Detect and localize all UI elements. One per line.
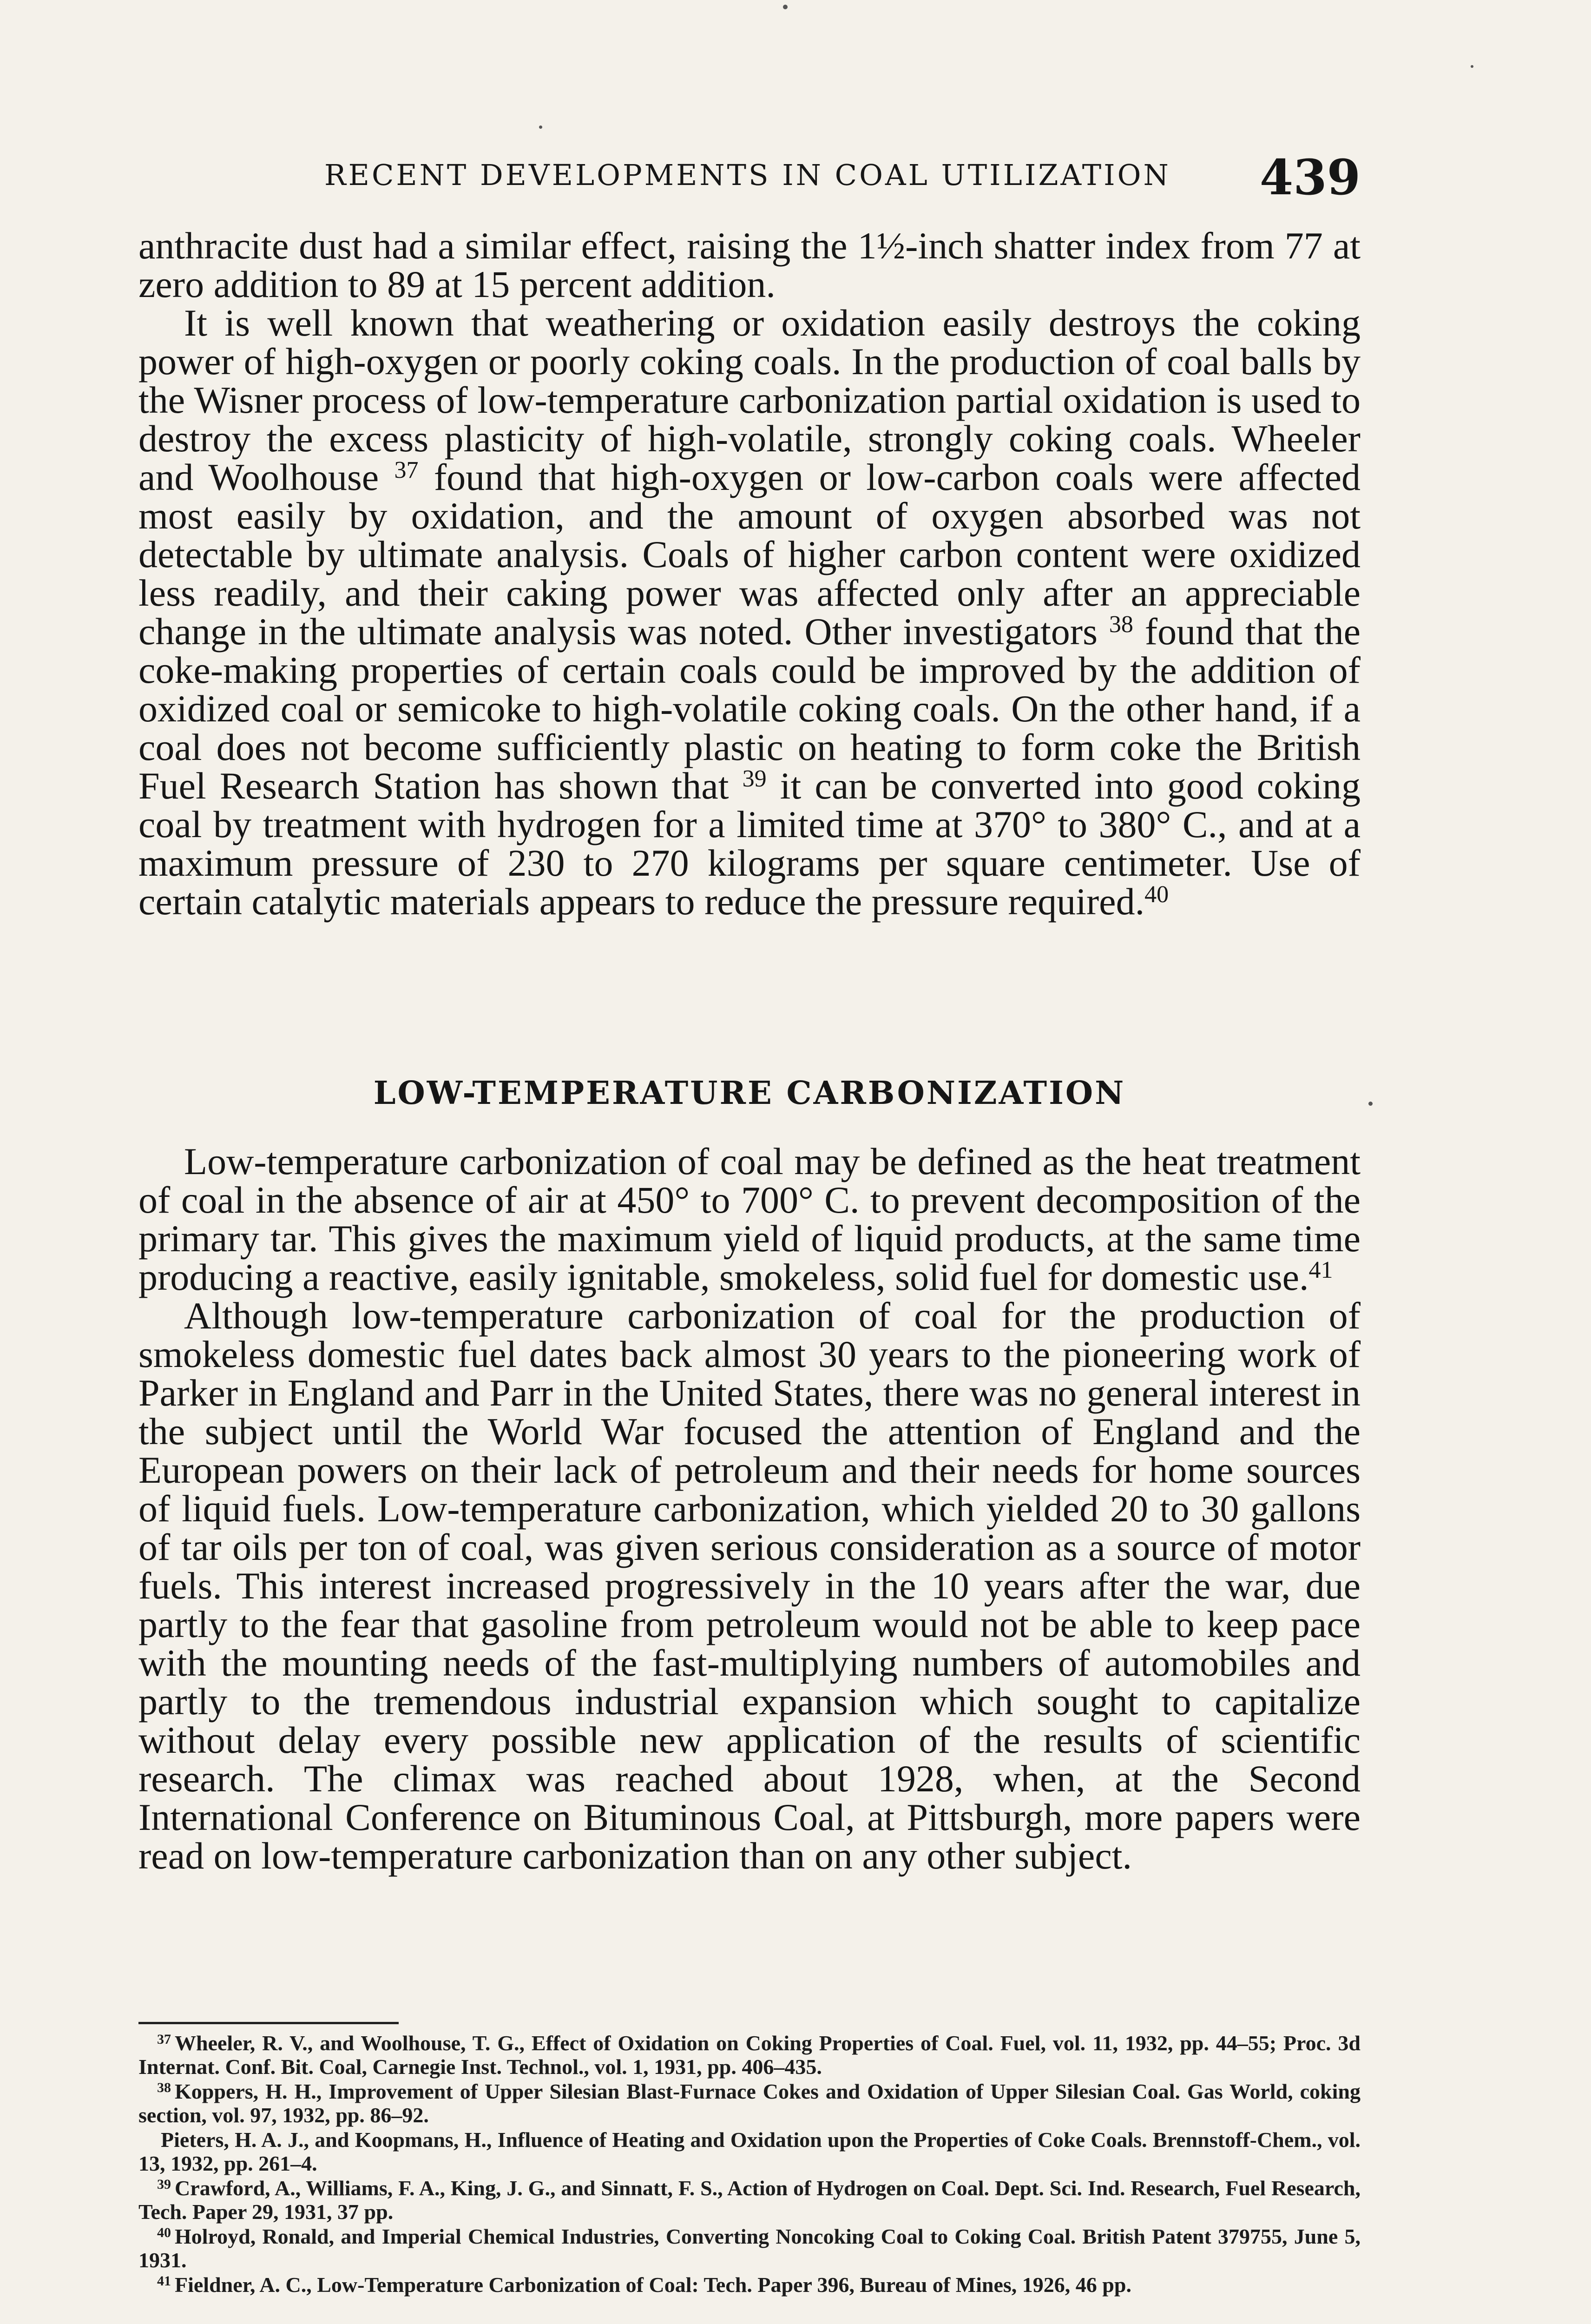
paragraph-text: Low-temperature carbonization of coal may be defined as the heat treatment of coal in the absence of air at 450° to 700° C. to prevent decomposition of the primary tar. This gives the maximum yield of liquid products, at the same time producing a reactive, easily ignitable, smokeless, solid fuel for domestic use. <box>138 1140 1361 1298</box>
footnote-text: Wheeler, R. V., and Woolhouse, T. G., Effect of Oxidation on Coking Properties of Coal. Fuel, vol. 11, 1932, pp. 44–55; Proc. 3d Internat. Conf. Bit. Coal, Carnegie Inst. Technol., vol. 1, 1931, pp. 406–435. <box>138 2031 1361 2079</box>
footnote-number: 41 <box>157 2273 171 2289</box>
footnote <box>138 2031 1361 2079</box>
footnote-text: Koppers, H. H., Improvement of Upper Silesian Blast-Furnace Cokes and Oxidation of Upper Silesian Coal. Gas World, coking section, vol. 97, 1932, pp. 86–92. <box>138 2080 1361 2127</box>
footnote-text: Crawford, A., Williams, F. A., King, J. G., and Sinnatt, F. S., Action of Hydrogen on Coal. Dept. Sci. Ind. Research, Fuel Research, Tech. Paper 29, 1931, 37 pp. <box>138 2176 1361 2224</box>
footnote-ref-41: 41 <box>1308 1257 1333 1283</box>
paragraph-text: It is well known that weathering or oxidation easily destroys the coking power of high-oxygen or poorly coking coals. In the production of coal balls by the Wisner process of low-temperature carbonization partial oxidation is used to destroy the excess plasticity of high-volatile, strongly coking coals. Wheeler and Woolhouse <box>138 302 1361 498</box>
running-title: RECENT DEVELOPMENTS IN COAL UTILIZATION <box>324 158 1171 192</box>
running-head <box>138 149 1361 205</box>
footnote-rule <box>138 2022 399 2024</box>
footnote <box>138 2128 1361 2175</box>
footnote-ref-39: 39 <box>742 766 767 792</box>
footnote-text: Fieldner, A. C., Low-Temperature Carbonization of Coal: Tech. Paper 396, Bureau of Mines, 1926, 46 pp. <box>175 2273 1131 2297</box>
body-text-top <box>138 226 1361 921</box>
paragraph-text: found that the coke-making properties of certain coals could be improved by the addition of oxidized coal or semicoke to high-volatile coking coals. On the other hand, if a coal does not become sufficiently plastic on heating to form coke the British Fuel Research Station has shown that <box>138 610 1361 807</box>
footnote <box>138 2225 1361 2272</box>
footnote-text: Holroyd, Ronald, and Imperial Chemical Industries, Converting Noncoking Coal to Coking Coal. British Patent 379755, June 5, 1931. <box>138 2225 1361 2272</box>
paragraph-continuation: anthracite dust had a similar effect, raising the 1½-inch shatter index from 77 at zero addition to 89 at 15 percent addition. <box>138 224 1361 305</box>
paragraph-definition <box>138 1142 1361 1296</box>
footnote-number: 39 <box>157 2177 171 2192</box>
footnote <box>138 2273 1361 2297</box>
paragraph-history: Although low-temperature carbonization of coal for the production of smokeless domestic fuel dates back almost 30 years to the pioneering work of Parker in England and Parr in the United States, there was no general interest in the subject until the World War focused the attention of England and the European powers on their lack of petroleum and their needs for home sources of liquid fuels. Low-temperature carbonization, which yielded 20 to 30 gallons of tar oils per ton of coal, was given serious consideration as a source of motor fuels. This interest increased progressively in the 10 years after the war, due partly to the fear that gasoline from petroleum would not be able to keep pace with the mounting needs of the fast-multiplying numbers of automobiles and partly to the tremendous industrial expansion which sought to capitalize without delay every possible new application of the results of scientific research. The climax was reached about 1928, when, at the Second International Conference on Bituminous Coal, at Pittsburgh, more papers were read on low-temperature carbonization than on any other subject. <box>138 1294 1361 1877</box>
scan-speck <box>783 5 788 9</box>
footnote-number: 37 <box>157 2032 171 2047</box>
scan-speck <box>1368 1102 1373 1106</box>
footnote-number: 38 <box>157 2080 171 2095</box>
footnote-text: Pieters, H. A. J., and Koopmans, H., Influence of Heating and Oxidation upon the Properties of Coke Coals. Brennstoff-Chem., vol. 13, 1932, pp. 261–4. <box>138 2128 1361 2175</box>
footnote-number: 40 <box>157 2225 171 2240</box>
scan-speck <box>539 125 542 129</box>
footnotes <box>138 2031 1361 2298</box>
paragraph-text: it can be converted into good coking coal by treatment with hydrogen for a limited time at 370° to 380° C., and at a maximum pressure of 230 to 270 kilograms per square centimeter. Use of certain catalytic materials appears to reduce the pressure required. <box>138 765 1361 923</box>
scan-speck <box>1471 65 1473 68</box>
footnote <box>138 2080 1361 2127</box>
body-text-bottom <box>138 1142 1361 1875</box>
page-number: 439 <box>1259 149 1361 206</box>
paragraph-oxidation <box>138 304 1361 921</box>
paragraph-text: found that high-oxygen or low-carbon coals were affected most easily by oxidation, and the amount of oxygen absorbed was not detectable by ultimate analysis. Coals of higher carbon content were oxidized less readily, and their caking power was affected only after an appreciable change in the ultimate analysis was noted. Other investigators <box>138 456 1361 653</box>
footnote-ref-40: 40 <box>1144 881 1169 908</box>
footnote-ref-37: 37 <box>394 457 419 483</box>
footnote-ref-38: 38 <box>1109 611 1133 638</box>
section-heading: LOW-TEMPERATURE CARBONIZATION <box>373 1075 1126 1112</box>
footnote <box>138 2176 1361 2224</box>
